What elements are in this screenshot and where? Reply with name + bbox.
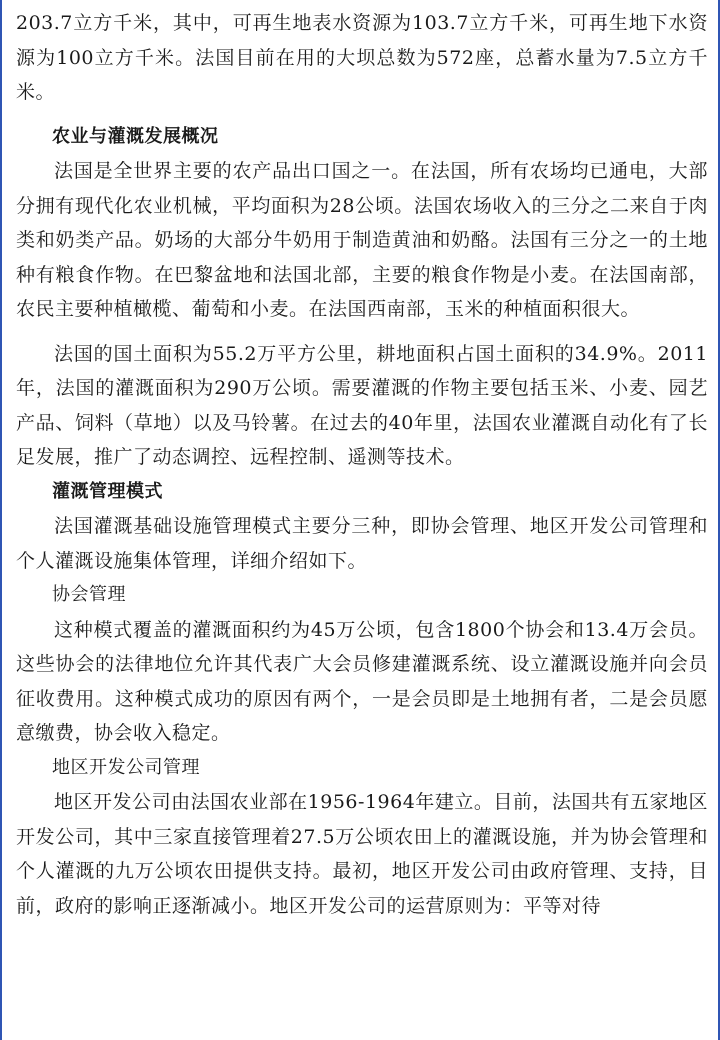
section-heading-agriculture: 农业与灌溉发展概况	[52, 125, 219, 147]
paragraph-regional-company: 地区开发公司由法国农业部在1956-1964年建立。目前，法国共有五家地区开发公司，其中三家直接管理着27.5万公顷农田上的灌溉设施，并为协会管理和个人灌溉的九万公顷农田提供支持。最初，地区开发公司由政府管理、支持，目前，政府的影响正逐渐减小。地区开发公司的运营原则为：平等对待	[16, 791, 708, 917]
subsection-heading-association: 协会管理	[52, 584, 126, 605]
paragraph-irrigation-area: 法国的国土面积为55.2万平方公里，耕地面积占国土面积的34.9%。2011年，法国的灌溉面积为290万公顷。需要灌溉的作物主要包括玉米、小麦、园艺产品、饲料（草地）以及马铃薯。在过去的40年里，法国农业灌溉自动化有了长足发展，推广了动态调控、远程控制、遥测等技术。	[16, 342, 708, 468]
section-heading-irrigation-management: 灌溉管理模式	[52, 480, 163, 502]
paragraph-agriculture-overview: 法国是全世界主要的农产品出口国之一。在法国，所有农场均已通电，大部分拥有现代化农业机械，平均面积为28公顷。法国农场收入的三分之二来自于肉类和奶类产品。奶场的大部分牛奶用于制造黄油和奶酪。法国有三分之一的土地种有粮食作物。在巴黎盆地和法国北部，主要的粮食作物是小麦。在法国南部，农民主要种植橄榄、葡萄和小麦。在法国西南部，玉米的种植面积很大。	[16, 160, 708, 320]
paragraph-association-management: 这种模式覆盖的灌溉面积约为45万公顷，包含1800个协会和13.4万会员。这些协会的法律地位允许其代表广大会员修建灌溉系统、设立灌溉设施并向会员征收费用。这种模式成功的原因有两个，一是会员即是土地拥有者，二是会员愿意缴费，协会收入稳定。	[16, 618, 708, 744]
subsection-heading-regional-company: 地区开发公司管理	[52, 756, 200, 778]
paragraph-management-modes: 法国灌溉基础设施管理模式主要分三种，即协会管理、地区开发公司管理和个人灌溉设施集体管理，详细介绍如下。	[16, 515, 708, 572]
document-body	[16, 6, 708, 923]
paragraph-water-resources: 203.7立方千米，其中，可再生地表水资源为103.7立方千米，可再生地下水资源为100立方千米。法国目前在用的大坝总数为572座，总蓄水量为7.5立方千米。	[16, 12, 708, 103]
